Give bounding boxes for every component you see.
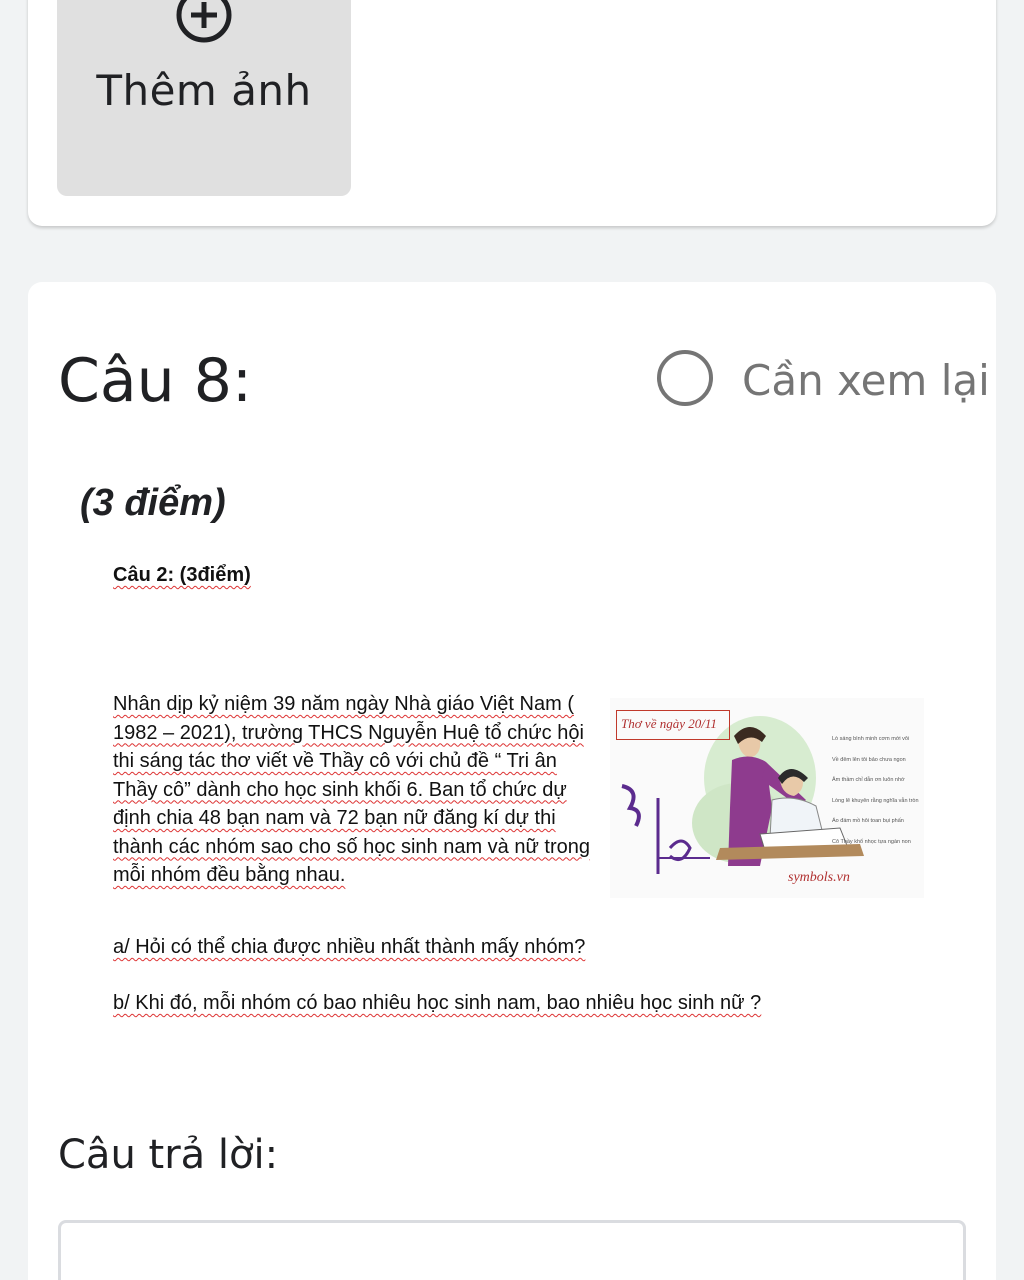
poem-title-box: Thơ về ngày 20/11 xyxy=(616,710,730,740)
poem-line: Áo đám mồ hôi toan bụi phấn xyxy=(832,818,904,824)
poem-watermark: symbols.vn xyxy=(788,870,850,885)
poem-lines xyxy=(832,736,924,859)
add-photo-button[interactable] xyxy=(57,0,351,196)
question-card xyxy=(28,282,996,1280)
upload-card xyxy=(28,0,996,226)
plus-circle-icon xyxy=(175,0,233,44)
sub-question-a: a/ Hỏi có thể chia được nhiều nhất thành mấy nhóm? xyxy=(113,936,586,958)
poem-line: Lò sáng bình minh cơm mới vôi xyxy=(832,736,910,742)
poem-line: Về đêm lên tôi bảo chưa ngon xyxy=(832,756,906,763)
image-heading: Câu 2: (3điểm) xyxy=(113,564,251,586)
sub-question-b: b/ Khi đó, mỗi nhóm có bao nhiêu học sinh nam, bao nhiêu học sinh nữ ? xyxy=(113,992,762,1014)
poem-line: Âm thầm chỉ dẫn ơn luôn nhớ xyxy=(832,777,905,783)
poem-illustration xyxy=(610,698,924,898)
review-label[interactable]: Cần xem lại xyxy=(742,356,990,405)
add-photo-label: Thêm ảnh xyxy=(96,66,312,115)
review-radio[interactable] xyxy=(657,350,713,406)
question-points: (3 điểm) xyxy=(80,482,226,524)
question-title: Câu 8: xyxy=(58,346,253,416)
poem-line: Cô Thầy khổ nhọc tựa ngàn non xyxy=(832,838,911,845)
image-paragraph: Nhân dịp kỷ niệm 39 năm ngày Nhà giáo Việt Nam ( 1982 – 2021), trường THCS Nguyễn Huệ tổ chức hội thi sáng tác thơ viết về Thầy cô với chủ đề “ Tri ân Thầy cô” dành cho học sinh khối 6. Ban tổ chức dự định chia 48 bạn nam và 72 bạn nữ đăng kí dự thi thành các nhóm sao cho số học sinh nam và nữ trong mỗi nhóm đều bằng nhau. xyxy=(113,693,591,886)
poem-line: Lòng lẽ khuyên rằng nghĩa vẫn tròn xyxy=(832,797,919,804)
answer-input[interactable] xyxy=(58,1220,966,1280)
answer-label: Câu trả lời: xyxy=(58,1132,279,1178)
